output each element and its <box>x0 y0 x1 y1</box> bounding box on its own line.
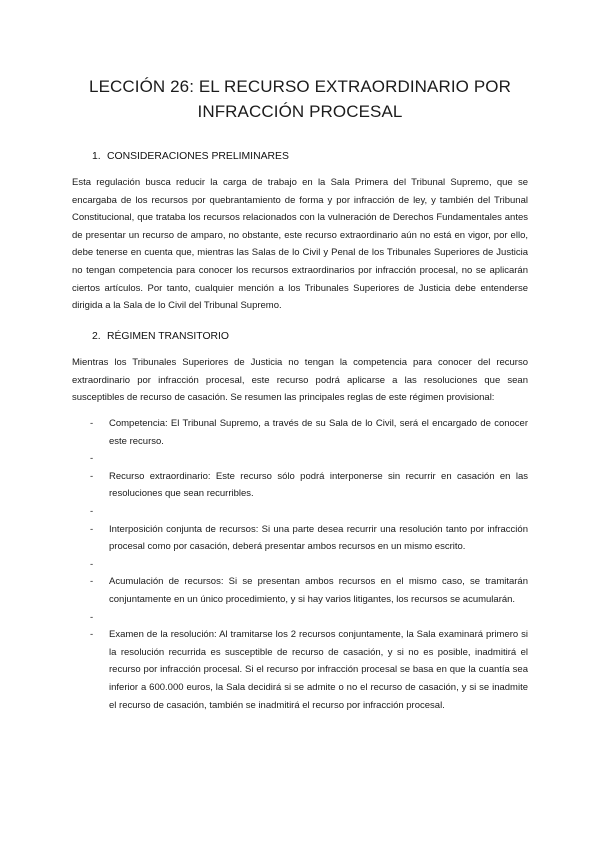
title-line-1: LECCIÓN 26: EL RECURSO EXTRAORDINARIO POR <box>89 77 511 96</box>
section-2-paragraph: Mientras los Tribunales Superiores de Justicia no tengan la competencia para conocer del recurso extraordinario por infracción procesal, este recurso podrá aplicarse a las resoluciones que sean susceptibles de recurso de casación. Se resumen las principales reglas de este régimen provisional: <box>72 357 528 404</box>
section-1-paragraph: Esta regulación busca reducir la carga de trabajo en la Sala Primera del Tribunal Supremo, que se encargaba de los recursos por quebrantamiento de forma y por infracción de ley, y también del Tribunal Constitucional, que trataba los recursos relacionados con la vulneración de Derechos Fundamentales antes de presentar un recurso de amparo, no obstante, este recurso extraordinario aún no está en vigor, por ello, debe tenerse en cuenta que, mientras las Salas de lo Civil y Penal de los Tribunales Superiores de Justicia no tengan competencia para conocer los recursos extraordinarios por infracción procesal, no se aplicarán ciertos artículos. Por tanto, cualquier mención a los Tribunales Superiores de Justicia debe entenderse dirigida a la Sala de lo Civil del Tribunal Supremo. <box>72 177 528 312</box>
list-item-text: Recurso extraordinario: Este recurso sólo podrá interponerse sin recurrir en casación en las resoluciones que sean recurribles. <box>109 470 528 500</box>
list-dash: - <box>90 453 94 465</box>
list-dash: - <box>90 523 94 535</box>
provisional-rules-list <box>72 415 528 714</box>
list-item <box>72 626 528 714</box>
section-2-heading <box>92 330 229 344</box>
list-dash: - <box>90 470 94 482</box>
list-item-empty <box>72 609 528 627</box>
list-dash: - <box>90 418 94 429</box>
section-1-heading-text: CONSIDERACIONES PRELIMINARES <box>107 151 289 162</box>
title-line-2: INFRACCIÓN PROCESAL <box>197 102 403 121</box>
list-dash: - <box>90 576 94 588</box>
list-item <box>72 521 528 556</box>
list-item <box>72 573 528 608</box>
section-2-number: 2. <box>92 331 101 342</box>
list-item-text: Examen de la resolución: Al tramitarse los 2 recursos conjuntamente, la Sala examinará primero si la resolución recurrida es susceptible de recurso de casación, y si no es posible, inadmitirá el recurso por infracción procesal. Si el recurso por infracción procesal se basa en que la cuantía sea inferior a 600.000 euros, la Sala decidirá si se admite o no el recurso de casación, y si se inadmite el recurso de casación, también se inadmitirá el recurso por infracción procesal. <box>109 629 528 711</box>
list-item-text: Acumulación de recursos: Si se presentan ambos recursos en el mismo caso, se tramitarán conjuntamente en un único procedimiento, y si hay varios litigantes, los recursos se acumularán. <box>109 576 528 605</box>
list-item <box>72 468 528 503</box>
list-dash: - <box>90 505 94 517</box>
list-item-text: Interposición conjunta de recursos: Si una parte desea recurrir una resolución tanto por infracción procesal como por casación, deberá presentar ambos recursos en un mismo escrito. <box>109 523 528 553</box>
list-item <box>72 415 528 450</box>
list-item-empty <box>72 450 528 468</box>
section-1-heading <box>92 150 289 164</box>
list-dash: - <box>90 611 94 623</box>
list-item-text: Competencia: El Tribunal Supremo, a través de su Sala de lo Civil, será el encargado de conocer este recurso. <box>109 418 528 447</box>
section-2-heading-text: RÉGIMEN TRANSITORIO <box>107 331 230 342</box>
list-item-empty <box>72 556 528 574</box>
list-dash: - <box>90 558 94 570</box>
section-1-number: 1. <box>92 151 101 162</box>
page-title <box>60 74 540 124</box>
list-dash: - <box>90 629 94 641</box>
list-item-empty <box>72 503 528 521</box>
